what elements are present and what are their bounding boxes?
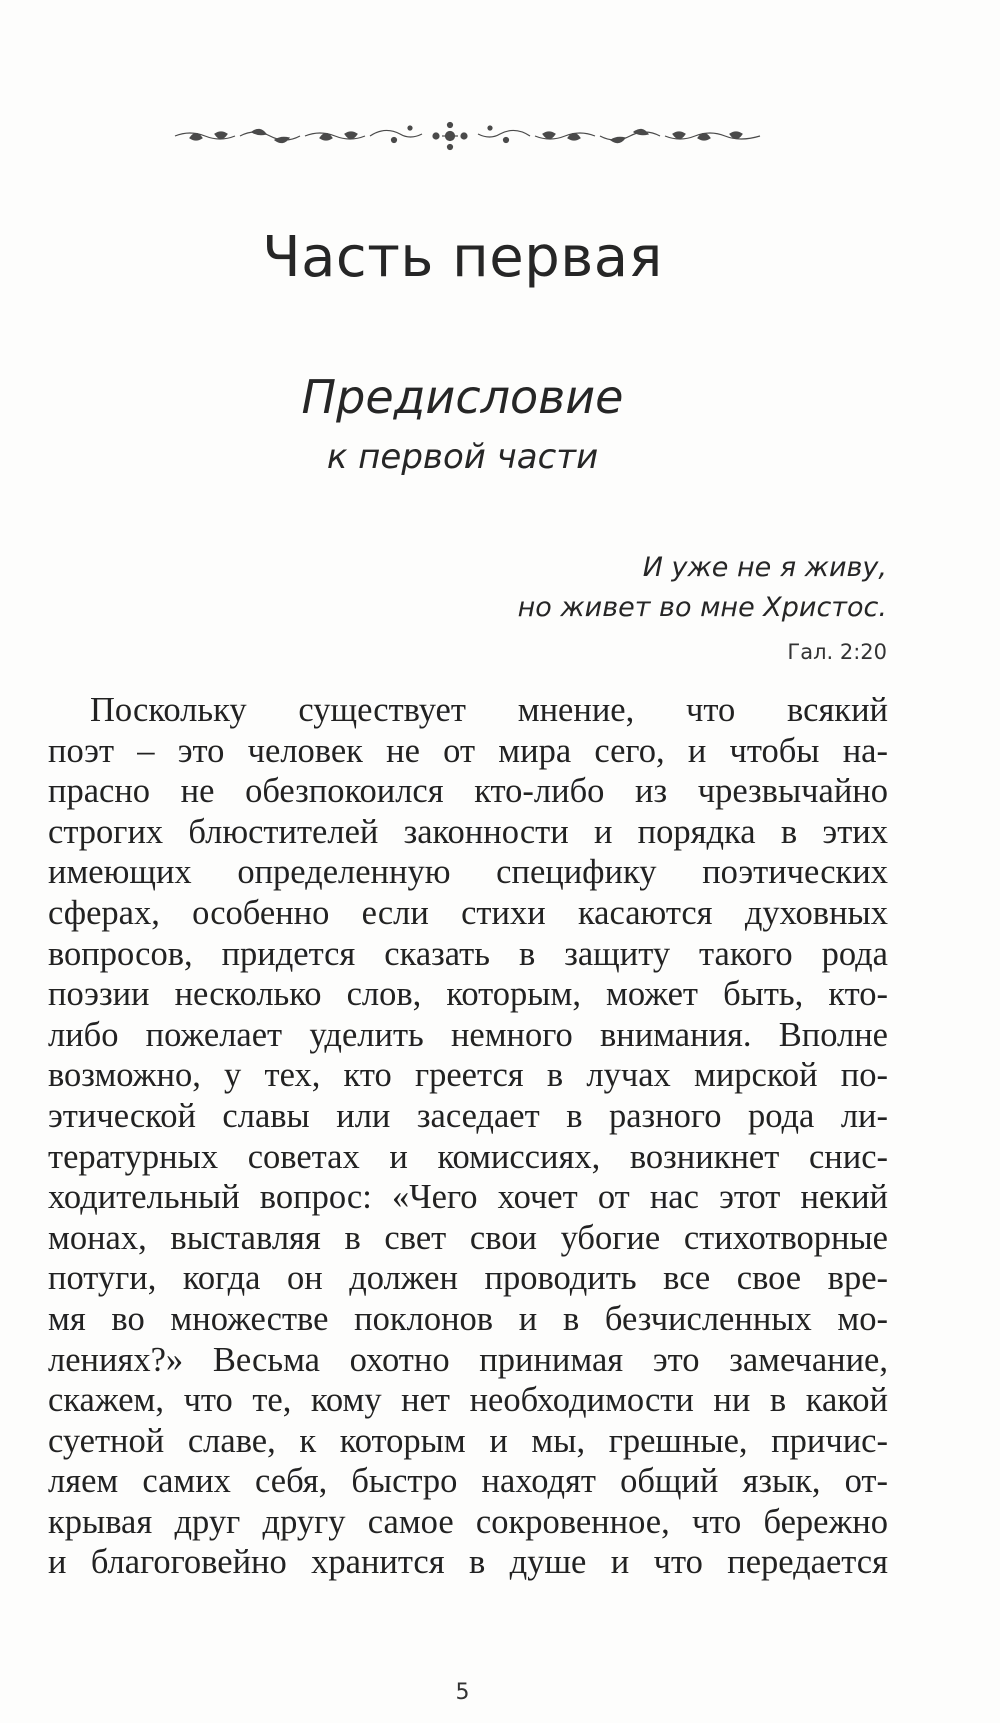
text-line: поэзии несколько слов, которым, может быть, кто- [48,975,888,1014]
text-line: монах, выставляя в свет свои убогие стихотворные [48,1218,888,1257]
text-line: мя во множестве поклонов и в безчисленных мо- [48,1299,888,1338]
text-line: крывая друг другу самое сокровенное, что бережно [48,1502,888,1541]
preface-title: Предисловие [301,370,624,424]
text-line: поэт – это человек не от мира сего, и чтобы на- [48,731,888,770]
text-line: этической славы или заседает в разного рода ли- [48,1096,888,1135]
text-line: возможно, у тех, кто греется в лучах мирской по- [48,1056,888,1095]
part-title: Часть первая [262,225,663,290]
text-line: строгих блюстителей законности и порядка в этих [48,812,888,851]
text-line: имеющих определенную специфику поэтических [48,853,888,892]
text-line: ходительный вопрос: «Чего хочет от нас этот некий [48,1178,888,1217]
text-line: сферах, особенно если стихи касаются духовных [48,893,888,932]
text-line: тературных советах и комиссиях, возникнет снис- [48,1137,888,1176]
text-line: либо пожелает уделить немного внимания. Вполне [48,1015,888,1054]
page-number: 5 [455,1680,470,1705]
text-line: Поскольку существует мнение, что всякий [90,691,888,729]
text-line: и благоговейно хранится в душе и что передается [48,1543,888,1582]
text-line: ляем самих себя, быстро находят общий язык, от- [48,1462,888,1501]
text-line: вопросов, придется сказать в защиту такого рода [48,934,888,973]
text-line: лениях?» Весьма охотно принимая это замечание, [48,1340,888,1379]
ornament-divider-icon [170,112,770,158]
body-paragraph [48,690,888,1583]
epigraph-reference: Гал. 2:20 [787,640,887,664]
text-line: потуги, когда он должен проводить все свое вре- [48,1259,888,1298]
epigraph-line: И уже не я живу, [642,552,887,583]
text-line: прасно не обезпокоился кто-либо из чрезвычайно [48,772,888,811]
text-line: скажем, что те, кому нет необходимости ни в какой [48,1381,888,1420]
epigraph [518,548,887,628]
text-line: суетной славе, к которым и мы, грешные, причис- [48,1421,888,1460]
preface-subtitle: к первой части [326,437,599,477]
epigraph-line: но живет во мне Христос. [517,592,887,623]
